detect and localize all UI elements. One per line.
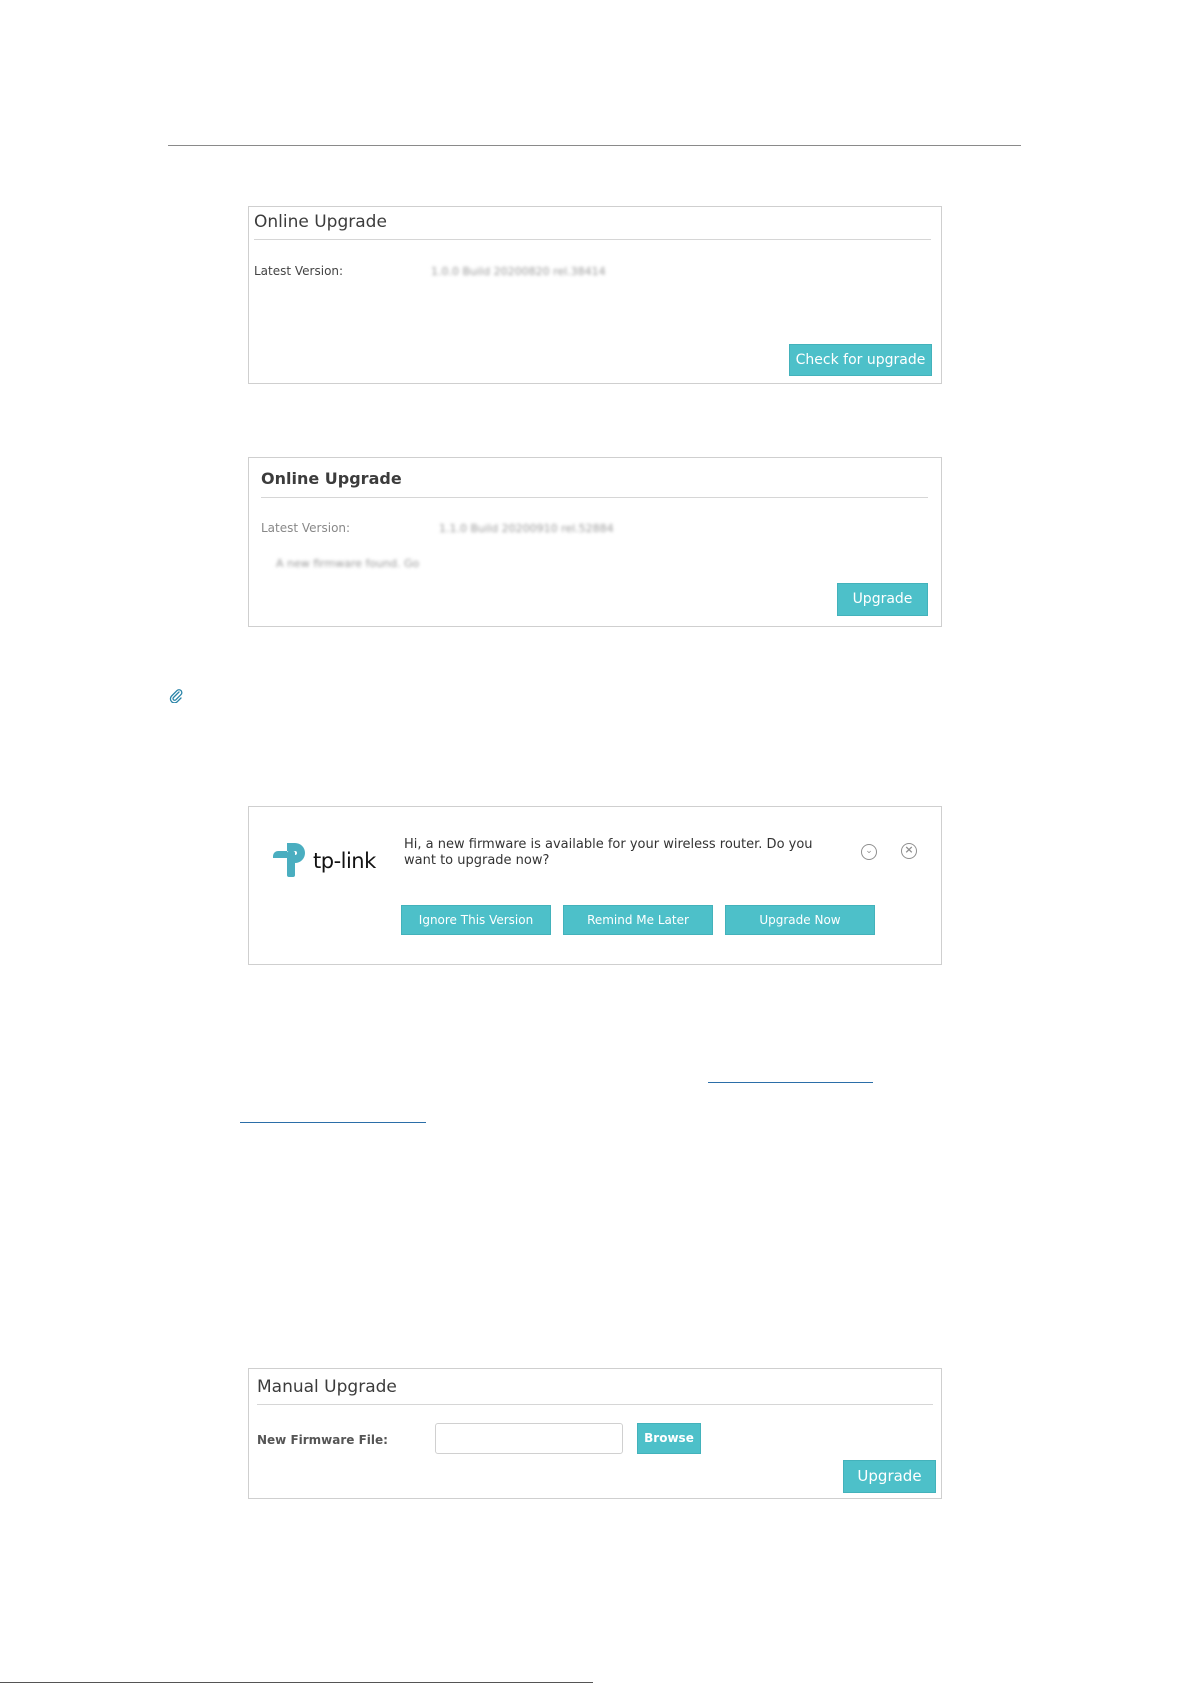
footer-rule <box>0 1682 593 1683</box>
manual-upgrade-panel <box>248 1368 942 1499</box>
hyperlink[interactable] <box>240 1122 426 1123</box>
upgrade-button[interactable]: Upgrade <box>837 583 928 616</box>
new-firmware-file-label: New Firmware File: <box>257 1433 388 1447</box>
firmware-notice-message: Hi, a new firmware is available for your wireless router. Do you want to upgrade now? <box>404 837 813 868</box>
panel-title: Manual Upgrade <box>257 1377 397 1397</box>
header-rule <box>168 145 1021 146</box>
tp-link-logo-text: tp-link <box>313 849 376 873</box>
panel-divider <box>261 497 928 498</box>
browse-button[interactable]: Browse <box>637 1423 701 1454</box>
upgrade-note: A new firmware found. Go <box>276 557 420 570</box>
tp-link-logo <box>273 837 383 881</box>
ignore-this-version-button[interactable]: Ignore This Version <box>401 905 551 935</box>
online-upgrade-panel <box>248 206 942 384</box>
chevron-down-icon[interactable]: ⌄ <box>861 844 877 860</box>
latest-version-value: 1.0.0 Build 20200820 rel.38414 <box>431 265 606 278</box>
panel-title: Online Upgrade <box>261 469 402 488</box>
hyperlink[interactable] <box>708 1082 873 1083</box>
firmware-file-input[interactable] <box>435 1423 623 1454</box>
upgrade-now-button[interactable]: Upgrade Now <box>725 905 875 935</box>
firmware-notice-panel <box>248 806 942 965</box>
check-for-upgrade-button[interactable]: Check for upgrade <box>789 344 932 376</box>
panel-divider <box>254 239 931 240</box>
latest-version-label: Latest Version: <box>261 521 351 535</box>
close-icon[interactable]: × <box>901 843 917 859</box>
panel-divider <box>257 1404 933 1405</box>
latest-version-value: 1.1.0 Build 20200910 rel.52884 <box>439 522 614 535</box>
upgrade-button[interactable]: Upgrade <box>843 1460 936 1493</box>
tp-link-logo-icon <box>273 837 315 879</box>
latest-version-label: Latest Version: <box>254 264 344 278</box>
paperclip-icon <box>169 689 183 703</box>
remind-me-later-button[interactable]: Remind Me Later <box>563 905 713 935</box>
panel-title: Online Upgrade <box>254 212 387 232</box>
online-upgrade-panel-available <box>248 457 942 627</box>
